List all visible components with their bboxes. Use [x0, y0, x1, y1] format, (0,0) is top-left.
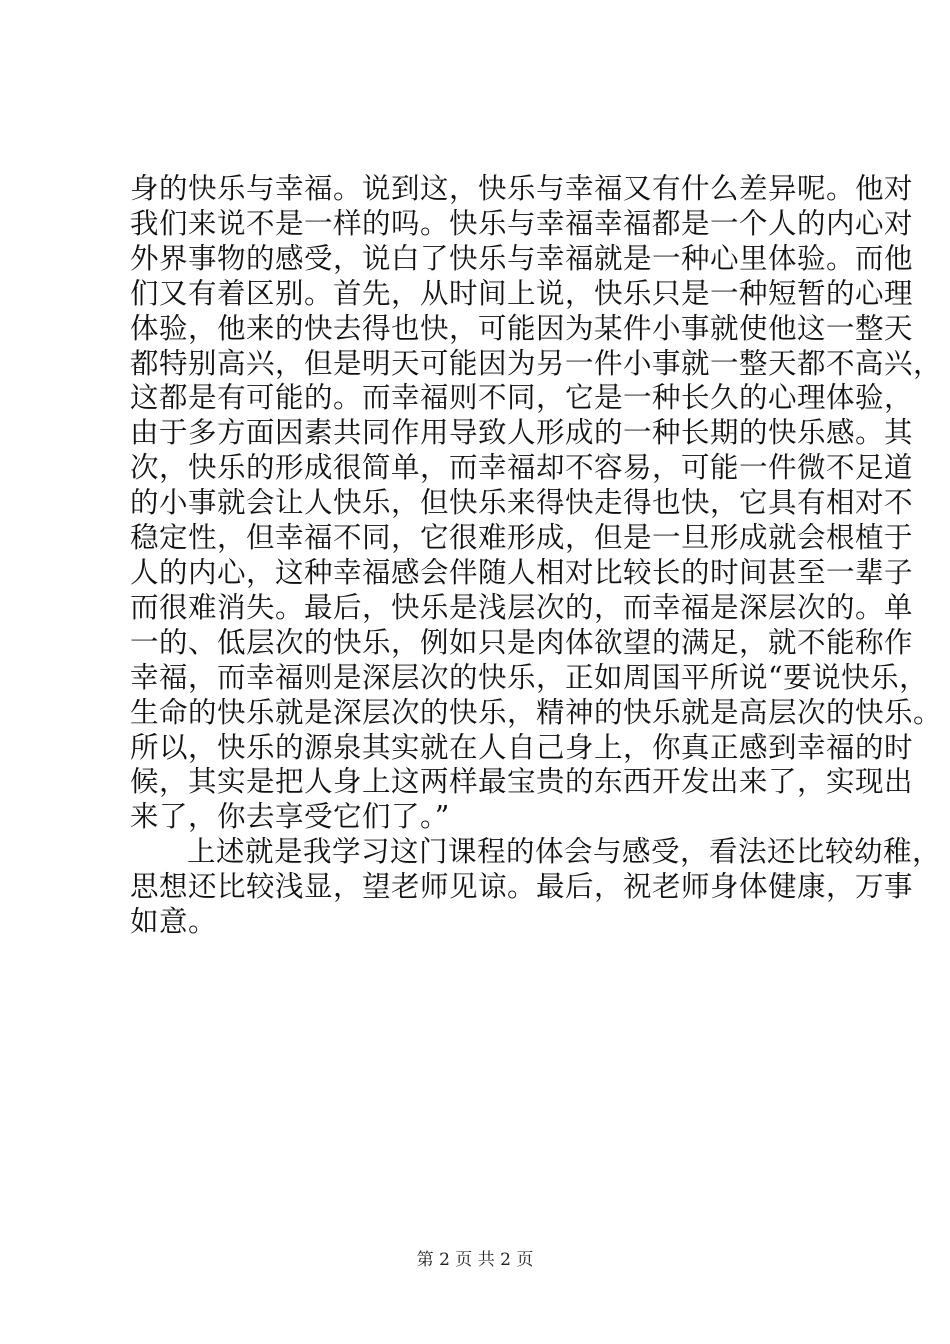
- text-line: 这都是有可能的。而幸福则不同，它是一种长久的心理体验，: [130, 381, 914, 415]
- text-line: 而很难消失。最后，快乐是浅层次的，而幸福是深层次的。单: [130, 590, 914, 624]
- text-line: 我们来说不是一样的吗。快乐与幸福幸福都是一个人的内心对: [130, 206, 914, 240]
- text-line: 人的内心，这种幸福感会伴随人相对比较长的时间甚至一辈子: [130, 555, 914, 589]
- text-line: 候，其实是把人身上这两样最宝贵的东西开发出来了，实现出: [130, 765, 914, 799]
- text-line: 生命的快乐就是深层次的快乐，精神的快乐就是高层次的快乐。: [130, 695, 943, 729]
- text-line: 上述就是我学习这门课程的体会与感受，看法还比较幼稚，: [187, 835, 942, 869]
- text-line: 体验，他来的快去得也快，可能因为某件小事就使他这一整天: [130, 311, 914, 345]
- paragraph-2: [130, 835, 942, 940]
- text-line: 由于多方面因素共同作用导致人形成的一种长期的快乐感。其: [130, 416, 914, 450]
- text-line: 幸福，而幸福则是深层次的快乐，正如周国平所说“要说快乐，: [130, 660, 929, 694]
- text-line: 一的、低层次的快乐，例如只是肉体欲望的满足，就不能称作: [130, 625, 914, 659]
- paragraph-1: [130, 172, 943, 835]
- page-number-footer: 第 2 页 共 2 页: [416, 1250, 534, 1270]
- text-line: 都特别高兴，但是明天可能因为另一件小事就一整天都不高兴，: [130, 346, 943, 380]
- text-line: 身的快乐与幸福。说到这，快乐与幸福又有什么差异呢。他对: [130, 172, 914, 205]
- text-line: 思想还比较浅显，望老师见谅。最后，祝老师身体健康，万事: [130, 870, 914, 904]
- text-line: 如意。: [130, 905, 218, 939]
- text-line: 稳定性，但幸福不同，它很难形成，但是一旦形成就会根植于: [130, 521, 914, 555]
- text-line: 们又有着区别。首先，从时间上说，快乐只是一种短暂的心理: [130, 276, 914, 310]
- text-line: 外界事物的感受，说白了快乐与幸福就是一种心里体验。而他: [130, 241, 914, 275]
- document-body: [130, 172, 943, 940]
- text-line: 的小事就会让人快乐，但快乐来得快走得也快，它具有相对不: [130, 486, 914, 520]
- text-line: 所以，快乐的源泉其实就在人自己身上，你真正感到幸福的时: [130, 730, 914, 764]
- text-line: 次，快乐的形成很简单，而幸福却不容易，可能一件微不足道: [130, 451, 914, 485]
- text-line: 来了，你去享受它们了。”: [130, 800, 450, 834]
